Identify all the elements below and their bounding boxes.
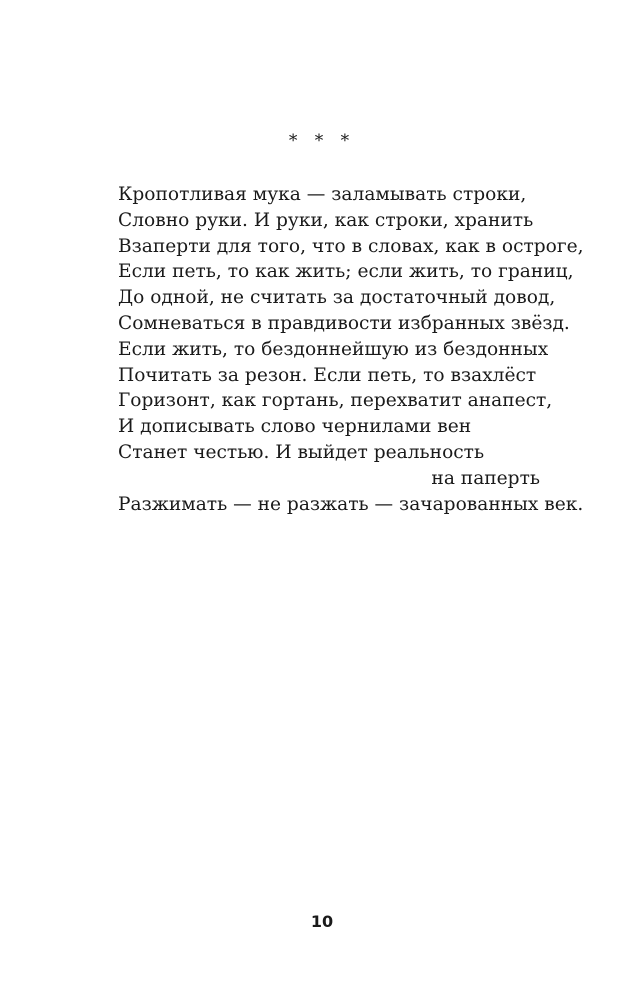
poem-line: И дописывать слово чернилами вен (118, 416, 472, 438)
poem-line: Почитать за резон. Если петь, то взахлёст (118, 364, 537, 386)
poem-line: Разжимать — не разжать — зачарованных век. (118, 493, 584, 515)
poem-body (118, 182, 584, 517)
page-number: 10 (310, 912, 334, 931)
poem-line: Словно руки. И руки, как строки, хранить (118, 209, 534, 231)
poem-line: Если жить, то бездоннейшую из бездонных (118, 338, 549, 360)
poem-line: Кропотливая мука — заламывать строки, (118, 184, 527, 205)
poem-line: Горизонт, как гортань, перехватит анапест, (118, 390, 553, 412)
section-separator: * * * (288, 131, 356, 151)
poem-line: Если петь, то как жить; если жить, то границ, (118, 261, 574, 283)
poem-line: До одной, не считать за достаточный довод, (118, 287, 556, 309)
poem-line: Сомневаться в правдивости избранных звёзд. (118, 312, 570, 334)
poem-line: Взаперти для того, что в словах, как в остроге, (118, 235, 584, 257)
poem-line-continuation: на паперть (431, 467, 540, 489)
poem-line: Станет честью. И выйдет реальность (118, 441, 485, 463)
